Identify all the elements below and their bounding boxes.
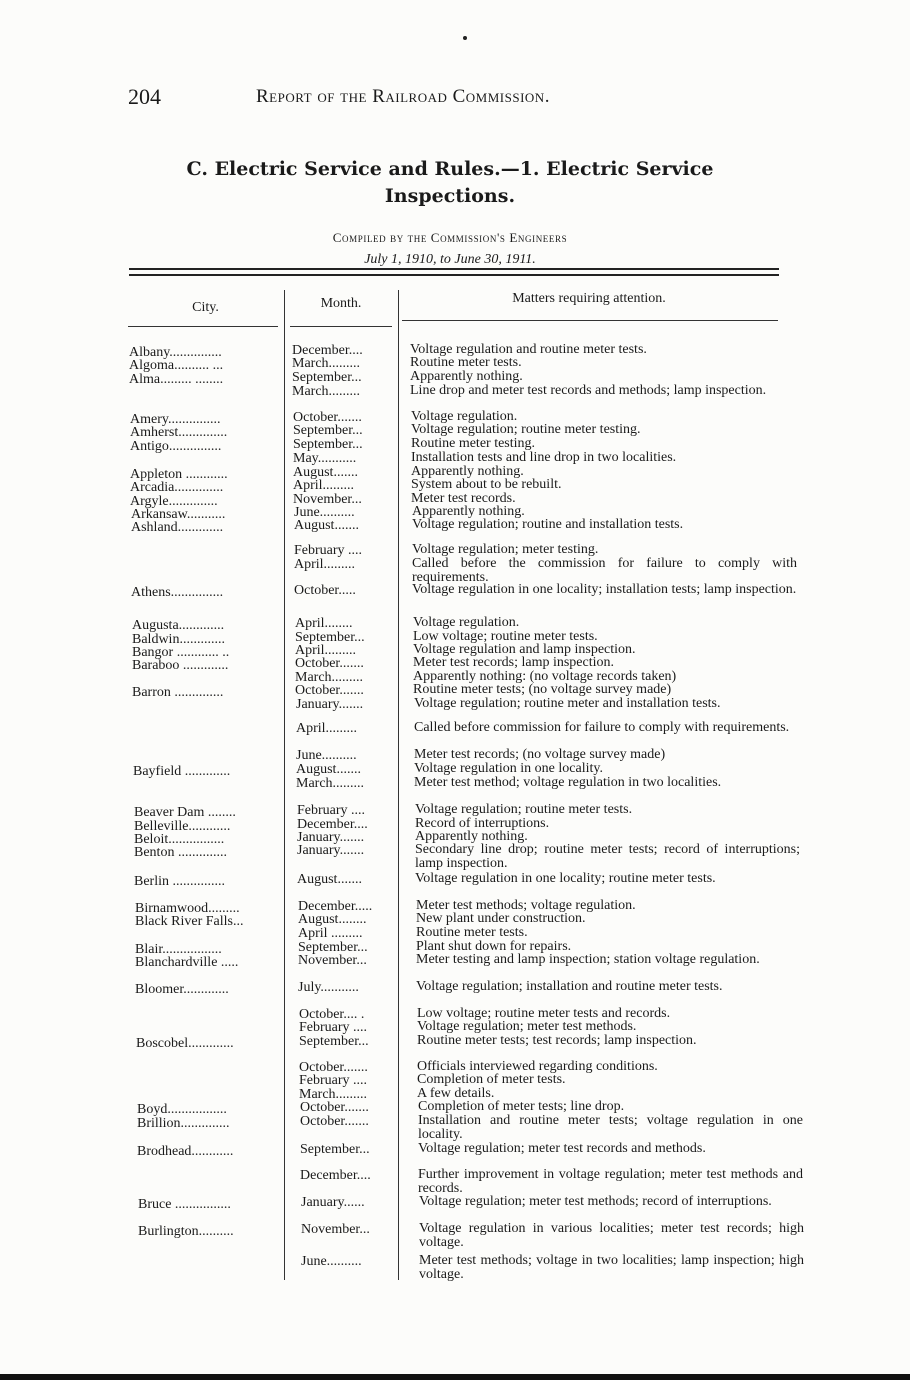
city-cell: Blair.................	[135, 943, 222, 957]
month-cell: October.......	[299, 1061, 368, 1075]
city-cell: Arkansaw...........	[131, 508, 226, 522]
matters-cell: Voltage regulation; routine and installation tests.	[412, 517, 684, 532]
month-cell: December.....	[298, 900, 373, 914]
month-cell: April .........	[298, 927, 363, 941]
month-cell: February ....	[299, 1021, 368, 1035]
month-cell: December....	[297, 818, 368, 832]
matters-cell: Apparently nothing.	[410, 369, 523, 384]
month-cell: January.......	[296, 698, 364, 712]
report-title: Report of the Railroad Commission.	[256, 86, 550, 107]
matters-cell: Line drop and meter test records and methods; lamp inspection.	[410, 383, 767, 398]
matters-cell: Voltage regulation; routine meter tests.	[415, 802, 633, 817]
city-cell: Baraboo .............	[132, 659, 229, 673]
month-cell: July...........	[298, 981, 359, 995]
month-cell: April........	[295, 617, 353, 631]
month-cell: October.......	[300, 1115, 369, 1129]
matters-cell: System about to be rebuilt.	[411, 477, 562, 492]
city-cell: Ashland.............	[131, 521, 224, 535]
matters-cell: Apparently nothing.	[415, 829, 528, 844]
month-cell: March.........	[292, 385, 361, 399]
month-cell: January.......	[297, 844, 365, 858]
matters-cell: Officials interviewed regarding conditions.	[417, 1059, 658, 1074]
header-city: City.	[192, 300, 219, 315]
matters-cell: Apparently nothing.	[411, 464, 524, 479]
matters-cell: Meter test records; (no voltage survey made)	[414, 747, 666, 762]
section-title-line-1: C. Electric Service and Rules.—1. Electric Service	[186, 158, 714, 180]
matters-cell: Meter test methods; voltage regulation.	[416, 898, 636, 913]
matters-cell: New plant under construction.	[416, 911, 586, 926]
matters-cell: Routine meter tests; (no voltage survey made)	[413, 682, 672, 697]
month-cell: September...	[300, 1143, 370, 1157]
month-cell: November...	[301, 1223, 370, 1237]
city-cell: Baldwin.............	[132, 633, 225, 647]
city-cell: Boscobel.............	[136, 1037, 234, 1051]
city-cell: Brodhead............	[137, 1145, 234, 1159]
month-cell: June..........	[294, 506, 355, 520]
matters-cell: Meter test method; voltage regulation in two localities.	[414, 775, 722, 790]
matters-cell: Routine meter testing.	[411, 436, 536, 451]
month-cell: October.......	[295, 684, 364, 698]
city-cell: Belleville............	[134, 820, 231, 834]
matters-cell: Voltage regulation and lamp inspection.	[413, 642, 636, 657]
month-cell: August........	[298, 913, 367, 927]
matters-cell: Voltage regulation; routine meter testing.	[411, 422, 641, 437]
matters-cell: Routine meter tests.	[416, 925, 528, 940]
city-cell: Augusta.............	[132, 619, 225, 633]
matters-cell: Voltage regulation in one locality; routine meter tests.	[415, 871, 716, 886]
matters-cell: Completion of meter tests; line drop.	[418, 1099, 625, 1114]
matters-cell: Voltage regulation; meter testing.	[412, 542, 599, 557]
matters-cell: Low voltage; routine meter tests and records.	[417, 1006, 671, 1021]
month-cell: August.......	[297, 873, 362, 887]
month-cell: January......	[301, 1196, 365, 1210]
month-cell: October.... .	[299, 1008, 365, 1022]
city-cell: Black River Falls...	[135, 915, 244, 929]
matters-cell: Routine meter tests.	[410, 355, 522, 370]
city-cell: Bayfield .............	[133, 765, 231, 779]
city-cell: Amherst..............	[130, 426, 228, 440]
month-cell: March.........	[299, 1088, 368, 1102]
city-cell: Arcadia..............	[130, 481, 224, 495]
city-cell: Boyd.................	[137, 1103, 227, 1117]
month-cell: October.......	[293, 411, 362, 425]
matters-cell: Voltage regulation; routine meter and installation tests.	[414, 696, 721, 711]
city-cell: Algoma.......... ...	[129, 359, 224, 373]
matters-cell: Low voltage; routine meter tests.	[413, 629, 598, 644]
month-cell: October.....	[294, 584, 356, 598]
compiled-by: Compiled by the Commission's Engineers	[332, 230, 568, 245]
matters-cell: Installation and routine meter tests; voltage regulation in one locality.	[418, 1113, 803, 1142]
month-cell: August.......	[296, 763, 361, 777]
month-cell: September...	[293, 438, 363, 452]
scan-edge	[0, 1374, 910, 1380]
month-cell: February ....	[297, 804, 366, 818]
month-cell: September...	[293, 424, 363, 438]
city-cell: Brillion..............	[137, 1117, 230, 1131]
month-cell: June..........	[296, 749, 357, 763]
month-cell: March.........	[296, 777, 365, 791]
city-cell: Athens...............	[131, 586, 224, 600]
matters-cell: Voltage regulation; meter test methods; record of interruptions.	[419, 1194, 772, 1209]
matters-cell: Voltage regulation in one locality.	[414, 761, 603, 776]
month-cell: October.......	[300, 1101, 369, 1115]
month-cell: March.........	[295, 671, 364, 685]
month-cell: February ....	[294, 544, 363, 558]
month-cell: September...	[299, 1035, 369, 1049]
matters-cell: Completion of meter tests.	[417, 1072, 566, 1087]
matters-cell: Voltage regulation; meter test methods.	[417, 1019, 637, 1034]
matters-cell: Apparently nothing.	[412, 504, 525, 519]
city-cell: Beaver Dam ........	[134, 806, 236, 820]
month-cell: November...	[298, 954, 367, 968]
matters-cell: Meter testing and lamp inspection; station voltage regulation.	[416, 952, 760, 967]
city-cell: Bloomer.............	[135, 983, 229, 997]
city-cell: Birnamwood.........	[135, 902, 240, 916]
city-cell: Argyle..............	[130, 495, 218, 509]
city-cell: Barron ..............	[132, 686, 224, 700]
month-cell: January.......	[297, 831, 365, 845]
matters-cell: Called before the commission for failure to comply with requirements.	[412, 556, 797, 585]
city-cell: Amery...............	[130, 413, 221, 427]
matters-cell: Meter test records; lamp inspection.	[413, 655, 614, 670]
month-cell: September...	[292, 371, 362, 385]
matters-cell: Meter test records.	[411, 491, 516, 506]
matters-cell: Secondary line drop; routine meter tests; record of interruptions; lamp inspection.	[415, 842, 800, 871]
month-cell: June..........	[301, 1255, 362, 1269]
city-cell: Bangor ............ ..	[132, 646, 230, 660]
month-cell: December....	[292, 344, 363, 358]
matters-cell: Meter test methods; voltage in two localities; lamp inspection; high voltage.	[419, 1253, 804, 1282]
month-cell: March.........	[292, 357, 361, 371]
month-cell: September...	[298, 941, 368, 955]
matters-cell: Voltage regulation; installation and routine meter tests.	[416, 979, 723, 994]
city-cell: Beloit................	[134, 833, 225, 847]
month-cell: April.........	[294, 558, 356, 572]
matters-cell: Routine meter tests; test records; lamp inspection.	[417, 1033, 697, 1048]
matters-cell: Record of interruptions.	[415, 816, 550, 831]
matters-cell: Further improvement in voltage regulation; meter test methods and records.	[418, 1167, 803, 1196]
month-cell: November...	[293, 493, 362, 507]
matters-cell: A few details.	[417, 1086, 495, 1101]
section-title-line-2: Inspections.	[384, 185, 516, 207]
month-cell: October.......	[295, 657, 364, 671]
month-cell: April.........	[296, 722, 358, 736]
matters-cell: Apparently nothing: (no voltage records taken)	[413, 669, 677, 684]
city-cell: Antigo...............	[130, 440, 222, 454]
page-number: 204	[128, 84, 161, 109]
date-range: July 1, 1910, to June 30, 1911.	[364, 252, 536, 267]
matters-cell: Voltage regulation and routine meter tests.	[410, 342, 647, 357]
matters-cell: Voltage regulation in one locality; installation tests; lamp inspection.	[412, 582, 797, 597]
month-cell: December....	[300, 1169, 371, 1183]
city-cell: Appleton ............	[130, 468, 228, 482]
month-cell: August.......	[293, 466, 358, 480]
matters-cell: Plant shut down for repairs.	[416, 939, 572, 954]
month-cell: April.........	[293, 479, 355, 493]
city-cell: Albany...............	[129, 346, 222, 360]
month-cell: September...	[295, 631, 365, 645]
city-cell: Berlin ...............	[134, 875, 225, 889]
matters-cell: Voltage regulation.	[413, 615, 520, 630]
city-cell: Bruce ................	[138, 1198, 231, 1212]
matters-cell: Called before commission for failure to comply with requirements.	[414, 720, 790, 735]
city-cell: Benton ..............	[134, 846, 227, 860]
city-cell: Alma......... ........	[129, 373, 224, 387]
month-cell: August.......	[294, 519, 359, 533]
month-cell: February ....	[299, 1074, 368, 1088]
month-cell: May...........	[293, 452, 357, 466]
matters-cell: Installation tests and line drop in two localities.	[411, 450, 677, 465]
header-matters: Matters requiring attention.	[512, 291, 666, 306]
header-month: Month.	[320, 296, 362, 311]
matters-cell: Voltage regulation.	[411, 409, 518, 424]
city-cell: Burlington..........	[138, 1225, 234, 1239]
matters-cell: Voltage regulation; meter test records and methods.	[418, 1141, 706, 1156]
city-cell: Blanchardville .....	[135, 956, 239, 970]
matters-cell: Voltage regulation in various localities; meter test records; high voltage.	[419, 1221, 804, 1250]
month-cell: April.........	[295, 644, 357, 658]
